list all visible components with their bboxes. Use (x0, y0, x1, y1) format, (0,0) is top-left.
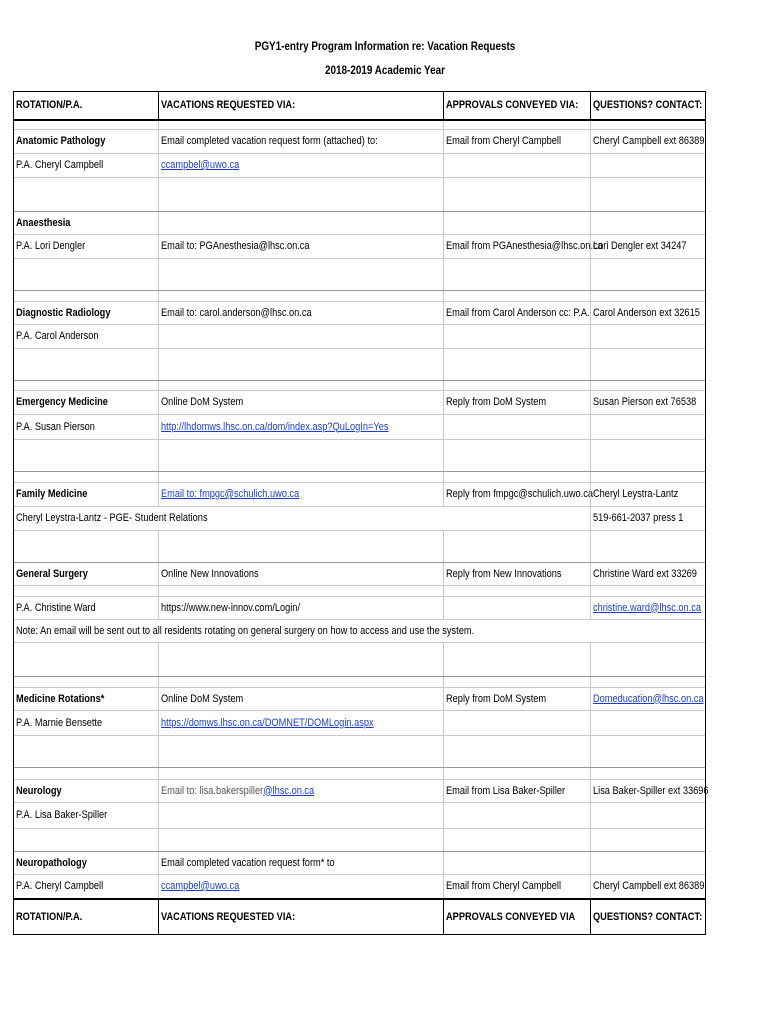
contact: Carol Anderson ext 32615 (590, 302, 705, 324)
request-method: Email completed vacation request form (attached) to: (158, 130, 443, 153)
spacer-row (14, 677, 705, 688)
program-administrator: P.A. Carol Anderson (16, 330, 99, 342)
request-method: Online DoM System (158, 391, 443, 414)
rotation-name: Family Medicine (16, 488, 88, 500)
header-approvals-conveyed: APPROVALS CONVEYED VIA: (443, 92, 590, 119)
spacer-row (14, 829, 705, 852)
rotation-name: General Surgery (16, 567, 88, 580)
spacer-row (14, 349, 705, 381)
spacer-row (14, 178, 705, 212)
spacer-row (14, 381, 705, 391)
vacation-table (13, 91, 709, 935)
email-link[interactable]: christine.ward@lhsc.on.ca (590, 597, 705, 619)
contact: Susan Pierson ext 76538 (590, 391, 705, 414)
new-innovations-url[interactable]: https://www.new-innov.com/Login/ (158, 597, 443, 619)
contact: Cheryl Leystra-Lantz (590, 483, 705, 506)
email-link[interactable]: Domeducation@lhsc.on.ca (590, 688, 705, 710)
program-administrator: P.A. Cheryl Campbell (16, 880, 104, 892)
table-row (14, 620, 705, 643)
table-row (14, 212, 705, 235)
rotation-name: Neuropathology (16, 856, 87, 869)
header-questions-contact: QUESTIONS? CONTACT: (590, 92, 705, 119)
spacer-row (14, 531, 705, 563)
table-row (14, 415, 705, 440)
program-administrator: Cheryl Leystra-Lantz - PGE- Student Relations (16, 512, 208, 524)
approval-method: Email from Carol Anderson cc: P.A. (443, 302, 590, 324)
table-row (14, 875, 705, 900)
approval-method: Email from Cheryl Campbell (443, 875, 590, 898)
table-row (14, 302, 705, 325)
approval-method: Email from Cheryl Campbell (443, 130, 590, 153)
request-method: Email completed vacation request form* to (158, 852, 443, 874)
approval-method: Email from PGAnesthesia@lhsc.on.ca (443, 235, 590, 258)
program-administrator: P.A. Lisa Baker-Spiller (16, 809, 108, 821)
table-row (14, 235, 705, 259)
dom-login-link[interactable]: https://domws.lhsc.on.ca/DOMNET/DOMLogin.aspx (158, 711, 443, 735)
spacer-row (14, 121, 705, 130)
program-administrator: P.A. Marnie Bensette (16, 716, 103, 729)
request-method: Email to: carol.anderson@lhsc.on.ca (158, 302, 443, 324)
request-method: Email to: PGAnesthesia@lhsc.on.ca (158, 235, 443, 258)
approval-method: Reply from DoM System (443, 688, 590, 710)
approval-method: Email from Lisa Baker-Spiller (443, 780, 590, 802)
table-row (14, 688, 705, 711)
contact: Cheryl Campbell ext 86389 (590, 130, 705, 153)
table-row (14, 391, 705, 415)
program-administrator: P.A. Susan Pierson (16, 420, 95, 433)
email-link[interactable]: Email to: lisa.bakerspiller@lhsc.on.ca (158, 780, 443, 802)
program-administrator: P.A. Lori Dengler (16, 240, 86, 252)
dom-system-link[interactable]: http://lhdomws.lhsc.on.ca/dom/index.asp?QuLogIn=Yes (158, 415, 443, 439)
request-method: Online DoM System (158, 688, 443, 710)
program-administrator: P.A. Cheryl Campbell (16, 159, 104, 171)
table-footer-header (14, 900, 705, 934)
contact: Cheryl Campbell ext 86389 (590, 875, 705, 898)
footer-rotation: ROTATION/P.A. (16, 910, 83, 923)
footer-vacations-requested: VACATIONS REQUESTED VIA: (158, 900, 443, 934)
contact: Lori Dengler ext 34247 (590, 235, 705, 258)
rotation-name: Neurology (16, 784, 62, 797)
contact: Lisa Baker-Spiller ext 33696 (590, 780, 705, 802)
header-rotation: ROTATION/P.A. (16, 99, 83, 111)
spacer-row (14, 440, 705, 472)
spacer-row (14, 768, 705, 780)
spacer-row (14, 259, 705, 291)
email-link[interactable]: ccampbel@uwo.ca (158, 154, 443, 177)
header-vacations-requested: VACATIONS REQUESTED VIA: (158, 92, 443, 119)
approval-method: Reply from fmpgc@schulich.uwo.ca (443, 483, 590, 506)
spacer-row (14, 643, 705, 677)
table-row (14, 154, 705, 178)
note-text: Note: An email will be sent out to all residents rotating on general surgery on how to access and use the system. (16, 624, 475, 637)
approval-method: Reply from New Innovations (443, 563, 590, 585)
contact: Christine Ward ext 33269 (590, 563, 705, 585)
spacer-row (14, 736, 705, 768)
email-link[interactable]: Email to: fmpgc@schulich.uwo.ca (158, 483, 443, 506)
table-row (14, 325, 705, 349)
table-row (14, 597, 705, 620)
academic-year: 2018-2019 Academic Year (325, 65, 445, 77)
table-row (14, 483, 705, 507)
table-row (14, 711, 705, 736)
table-row (14, 130, 705, 154)
footer-approvals-conveyed: APPROVALS CONVEYED VIA (443, 900, 590, 934)
spacer-row (14, 586, 705, 597)
table-header (14, 92, 705, 121)
footer-questions-contact: QUESTIONS? CONTACT: (590, 900, 705, 934)
table-row (14, 803, 705, 829)
request-method: Online New Innovations (158, 563, 443, 585)
spacer-row (14, 291, 705, 302)
approval-method: Reply from DoM System (443, 391, 590, 414)
table-row (14, 780, 709, 803)
spacer-row (14, 472, 705, 483)
rotation-name: Diagnostic Radiology (16, 306, 111, 319)
rotation-name: Emergency Medicine (16, 396, 108, 408)
document-title: PGY1-entry Program Information re: Vacation Requests (254, 41, 516, 53)
rotation-name: Anatomic Pathology (16, 135, 106, 147)
program-administrator: P.A. Christine Ward (16, 601, 96, 614)
table-row (14, 507, 705, 531)
table-row (14, 852, 705, 875)
contact-phone: 519-661-2037 press 1 (590, 507, 705, 530)
rotation-name: Anaesthesia (16, 216, 71, 229)
rotation-name: Medicine Rotations* (16, 692, 105, 705)
email-link[interactable]: ccampbel@uwo.ca (158, 875, 443, 898)
table-row (14, 563, 705, 586)
